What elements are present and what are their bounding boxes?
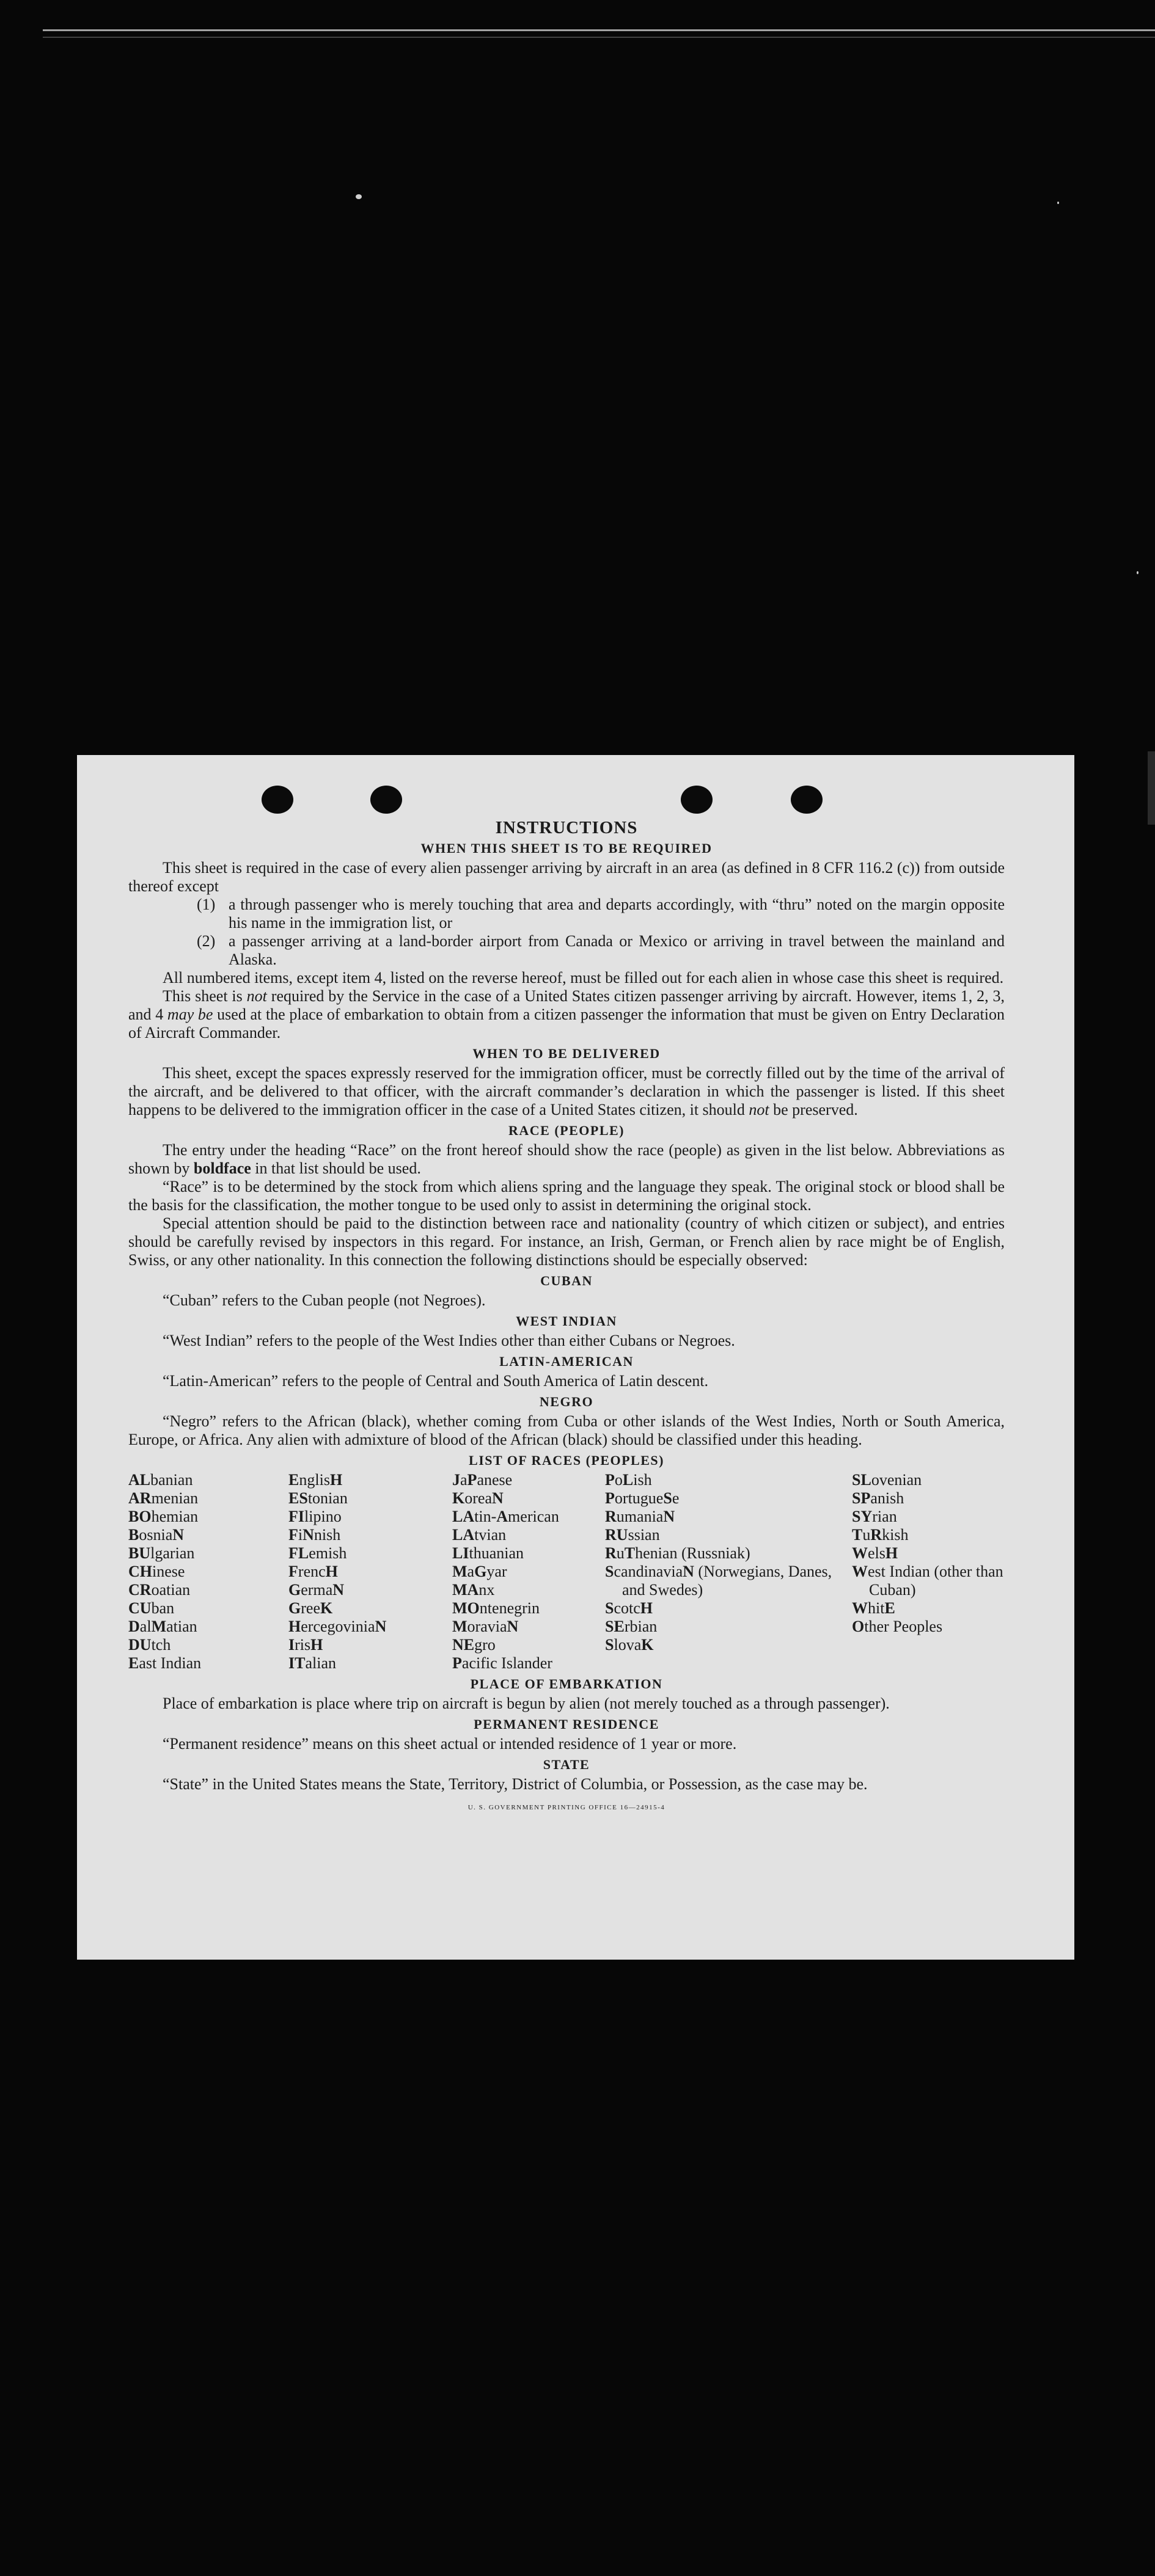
west-indian-paragraph: “West Indian” refers to the people of the West Indies other than either Cubans or Negroes. [163,1332,735,1349]
race-entry: SYrian [852,1508,897,1525]
bold-term: boldface [193,1159,251,1177]
races-column-3 [452,1471,605,1673]
section-heading-list-of-races: LIST OF RACES (PEOPLES) [469,1453,664,1468]
text-run: in that list should be used. [251,1159,421,1177]
race-entry: RUssian [605,1526,660,1544]
race-entry: MoraviaN [452,1618,519,1635]
section-heading-permanent-residence: PERMANENT RESIDENCE [474,1717,659,1732]
film-speck [1057,202,1059,204]
race-entry: West Indian (other than Cuban) [852,1563,1003,1599]
race-entry: ScotcH [605,1599,653,1617]
race-entry: BOhemian [128,1508,199,1525]
race-entry: SLovenian [852,1471,922,1489]
race-entry: ALbanian [128,1471,193,1489]
race-entry: JaPanese [452,1471,513,1489]
negro-paragraph: “Negro” refers to the African (black), whether coming from Cuba or other islands of the West Indies, North or South America, Europe, or Africa. Any alien with admixture of blood of the African (black) should be classified under this heading. [128,1412,1005,1448]
cuban-paragraph: “Cuban” refers to the Cuban people (not Negroes). [163,1291,486,1309]
race-entry: ScandinaviaN (Norwegians, Danes, and Swedes) [605,1563,832,1599]
race-entry: FrencH [288,1563,338,1580]
race-entry: HercegoviniaN [288,1618,387,1635]
race-entry: Other Peoples [852,1618,943,1635]
races-column-1 [128,1471,288,1673]
race-entry: FLemish [288,1544,347,1562]
race-entry: EnglisH [288,1471,343,1489]
race-paragraph-3: Special attention should be paid to the distinction between race and nationality (country of which citizen or subject), and entries should be carefully revised by inspectors in this regard. For instance, an Irish, German, or French alien by race might be of English, Swiss, or any other nationality. In this connection the following distinctions should be especially observed: [128,1214,1005,1269]
required-paragraph: This sheet is required in the case of every alien passenger arriving by aircraft in an area (as defined in 8 CFR 116.2 (c)) from outside thereof except [128,859,1005,895]
sheet-content [128,816,1005,1817]
section-heading-west-indian: WEST INDIAN [516,1313,617,1329]
page-title: INSTRUCTIONS [495,818,638,837]
race-entry: FiNnish [288,1526,341,1544]
races-column-2 [288,1471,452,1673]
race-entry: RumaniaN [605,1508,675,1525]
section-heading-delivered: WHEN TO BE DELIVERED [472,1046,661,1061]
text-run: used at the place of embarkation to obtain from a citizen passenger the information that must be given on Entry Declaration of Aircraft Commander. [128,1005,1005,1042]
races-column-4 [605,1471,852,1673]
race-entry: MaGyar [452,1563,507,1580]
emphasis: not [749,1101,769,1118]
race-entry: MAnx [452,1581,495,1599]
exception-text: a passenger arriving at a land-border airport from Canada or Mexico or arriving in travel between the mainland and Alaska. [229,932,1005,968]
text-run: This sheet, except the spaces expressly reserved for the immigration officer, must be correctly filled out by the time of the arrival of the aircraft, and be delivered to that officer, with the aircraft commander’s declaration in which the passenger is listed. If this sheet happens to be delivered to the immigration officer in the case of a United States citizen, it should [128,1064,1005,1118]
section-heading-latin-american: LATIN-AMERICAN [499,1354,634,1369]
race-entry: MOntenegrin [452,1599,540,1617]
race-entry: GermaN [288,1581,345,1599]
punch-hole [791,786,823,814]
state-paragraph: “State” in the United States means the State, Territory, District of Columbia, or Possession, as the case may be. [163,1775,868,1793]
race-entry: WhitE [852,1599,895,1617]
section-heading-state: STATE [543,1757,590,1772]
race-entry: GreeK [288,1599,333,1617]
race-entry: PoLish [605,1471,652,1489]
exception-item-1 [197,896,1005,932]
film-edge-line [43,29,1155,31]
races-column-5 [852,1471,1005,1673]
punch-hole [262,786,293,814]
emphasis: not [246,987,267,1005]
race-entry: EStonian [288,1489,348,1507]
race-entry: FIlipino [288,1508,342,1525]
race-entry: TuRkish [852,1526,909,1544]
race-entry: SPanish [852,1489,904,1507]
race-entry: LIthuanian [452,1544,524,1562]
race-paragraph-1 [128,1141,1005,1178]
instruction-sheet [77,755,1074,1960]
race-entry: RuThenian (Russniak) [605,1544,750,1562]
race-entry: DUtch [128,1636,171,1654]
race-entry: ARmenian [128,1489,199,1507]
race-entry: SErbian [605,1618,658,1635]
numbered-items-paragraph: All numbered items, except item 4, listed on the reverse hereof, must be filled out for each alien in whose case this sheet is required. [163,969,1004,987]
film-speck [1137,571,1138,574]
punch-hole [370,786,402,814]
race-entry: CHinese [128,1563,185,1580]
embarkation-paragraph: Place of embarkation is place where trip on aircraft is begun by alien (not merely touched as a through passenger). [163,1695,890,1712]
citizen-paragraph [128,987,1005,1042]
text-run: The entry under the heading “Race” on the front hereof should show the race (people) as given in the list below. Abbreviations as shown by [128,1141,1005,1177]
punch-hole [681,786,713,814]
film-speck [356,194,362,199]
film-edge-line-secondary [43,37,1155,38]
race-entry: BUlgarian [128,1544,195,1562]
delivered-paragraph [128,1064,1005,1119]
race-entry: CUban [128,1599,175,1617]
race-entry: SlovaK [605,1636,654,1654]
exception-number: (2) [197,932,216,950]
emphasis: may be [167,1005,213,1023]
race-entry: LAtin-American [452,1508,559,1525]
race-paragraph-2: “Race” is to be determined by the stock from which aliens spring and the language they speak. The original stock or blood shall be the basis for the classification, the mother tongue to be used only to assist in determining the original stock. [128,1178,1005,1214]
section-heading-cuban: CUBAN [540,1273,593,1288]
text-run: be preserved. [769,1101,858,1118]
printing-office-imprint: U. S. GOVERNMENT PRINTING OFFICE 16—24915-4 [468,1804,666,1811]
film-right-edge [1148,751,1155,825]
latin-american-paragraph: “Latin-American” refers to the people of Central and South America of Latin descent. [163,1372,709,1390]
section-heading-negro: NEGRO [539,1394,594,1409]
permanent-residence-paragraph: “Permanent residence” means on this sheet actual or intended residence of 1 year or more. [163,1735,737,1753]
race-entry: PortugueSe [605,1489,680,1507]
race-entry: ITalian [288,1654,337,1672]
race-entry: IrisH [288,1636,323,1654]
exception-item-2 [197,932,1005,969]
race-entry: NEgro [452,1636,496,1654]
race-entry: BosniaN [128,1526,185,1544]
race-entry: East Indian [128,1654,202,1672]
race-entry: LAtvian [452,1526,507,1544]
races-list [128,1471,1005,1673]
section-heading-required: WHEN THIS SHEET IS TO BE REQUIRED [420,841,713,856]
section-heading-embarkation: PLACE OF EMBARKATION [470,1676,663,1691]
text-run: required by the Service in the case of a United States citizen passenger arriving by aircraft. However, items 1, 2, 3, and 4 [128,987,1005,1023]
race-entry: Pacific Islander [452,1654,552,1672]
race-entry: KoreaN [452,1489,504,1507]
race-entry: WelsH [852,1544,898,1562]
section-heading-race: RACE (PEOPLE) [508,1123,625,1138]
exception-text: a through passenger who is merely touching that area and departs accordingly, with “thru” noted on the margin opposite his name in the immigration list, or [229,896,1005,932]
exception-number: (1) [197,896,216,913]
text-run: This sheet is [163,987,247,1005]
race-entry: DalMatian [128,1618,197,1635]
race-entry: CRoatian [128,1581,191,1599]
